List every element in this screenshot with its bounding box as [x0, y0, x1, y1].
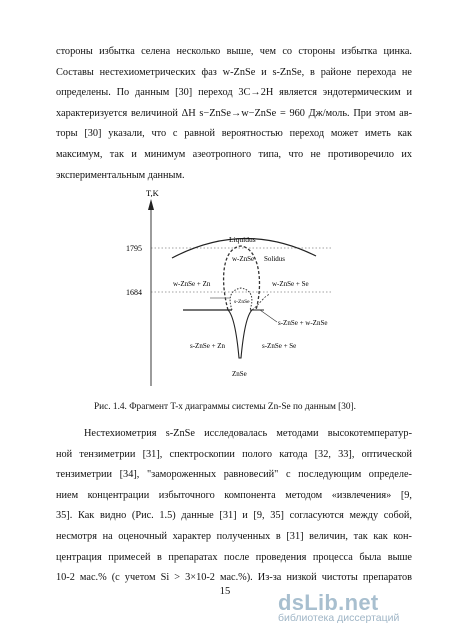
label-s-znse-w-znse: s-ZnSe + w-ZnSe: [278, 319, 328, 327]
text-line: максимум, так и минимум азеотропного типа, что не противоречило их: [56, 148, 412, 160]
label-inner: s-ZnSe: [234, 299, 250, 305]
label-s-znse-se: s-ZnSe + Se: [262, 342, 297, 350]
label-w-znse-se: w-ZnSe + Se: [272, 280, 309, 288]
text-line: 10-2 мас.% (с учетом Si > 3×10-2 мас.%). Из-за низкой чистоты препаратов: [56, 572, 412, 584]
text-line: ной тензиметрии [31], спектроскопии полого катода [32, 33], оптической: [56, 448, 412, 460]
text-line: стороны избытка селена несколько выше, чем со стороны избытка цинка.: [56, 46, 412, 57]
label-solidus: Solidus: [264, 255, 286, 263]
tx-diagram-figure: [110, 186, 350, 394]
tick-1684: 1684: [126, 288, 142, 297]
text-line: тензиметрии [34], "замороженных равновесий" с последующим определе-: [56, 469, 412, 481]
label-liquidus: Liquidus: [229, 235, 256, 244]
text-line: характеризуется величиной ΔH s−ZnSe→w−ZnSe = 960 Дж/моль. При этом ав-: [56, 107, 412, 119]
label-w-znse: w-ZnSe: [232, 255, 255, 263]
text-line: центрация примесей в препаратах после проведения процесса была выше: [56, 551, 412, 563]
watermark-subtitle: библиотека диссертаций: [278, 612, 400, 624]
y-axis-arrow: [148, 199, 154, 210]
right-branch: [252, 294, 270, 310]
leader-line: [260, 310, 277, 322]
paragraph-1: [56, 42, 412, 186]
label-w-znse-zn: w-ZnSe + Zn: [173, 280, 211, 288]
label-s-znse-zn: s-ZnSe + Zn: [190, 342, 226, 350]
y-axis-label: T,K: [146, 188, 159, 198]
figure-caption: Рис. 1.4. Фрагмент T-x диаграммы системы Zn-Se по данным [30].: [94, 402, 356, 412]
text-line: Нестехиометрия s-ZnSe исследовалась методами высокотемператур-: [84, 428, 412, 439]
text-line: 35]. Как видно (Рис. 1.5) данные [31] и [9, 35] согласуются между собой,: [56, 510, 412, 522]
text-line: определены. По данным [30] переход 3С→2Н является эндотермическим и: [56, 87, 412, 99]
page-number: 15: [219, 586, 231, 597]
watermark[interactable]: [278, 590, 399, 624]
text-line: нием концентрации избыточного компонента методом «извлечения» [9,: [56, 489, 412, 501]
label-znse: ZnSe: [232, 370, 247, 378]
tick-1795: 1795: [126, 244, 142, 253]
text-line: несмотря на оценочный характер полученных в [31] величин, так как кон-: [56, 530, 412, 542]
text-line: экспериментальным данным.: [56, 169, 185, 181]
paragraph-2: [56, 424, 412, 589]
text-line: торы [30] указали, что с равной вероятностью переход может иметь как: [56, 128, 412, 140]
watermark-logo[interactable]: dsLib.net: [278, 590, 379, 615]
znse-spike: [228, 310, 252, 358]
text-line: Составы нестехиометрических фаз w-ZnSe и s-ZnSe, в районе перехода не: [56, 66, 412, 78]
